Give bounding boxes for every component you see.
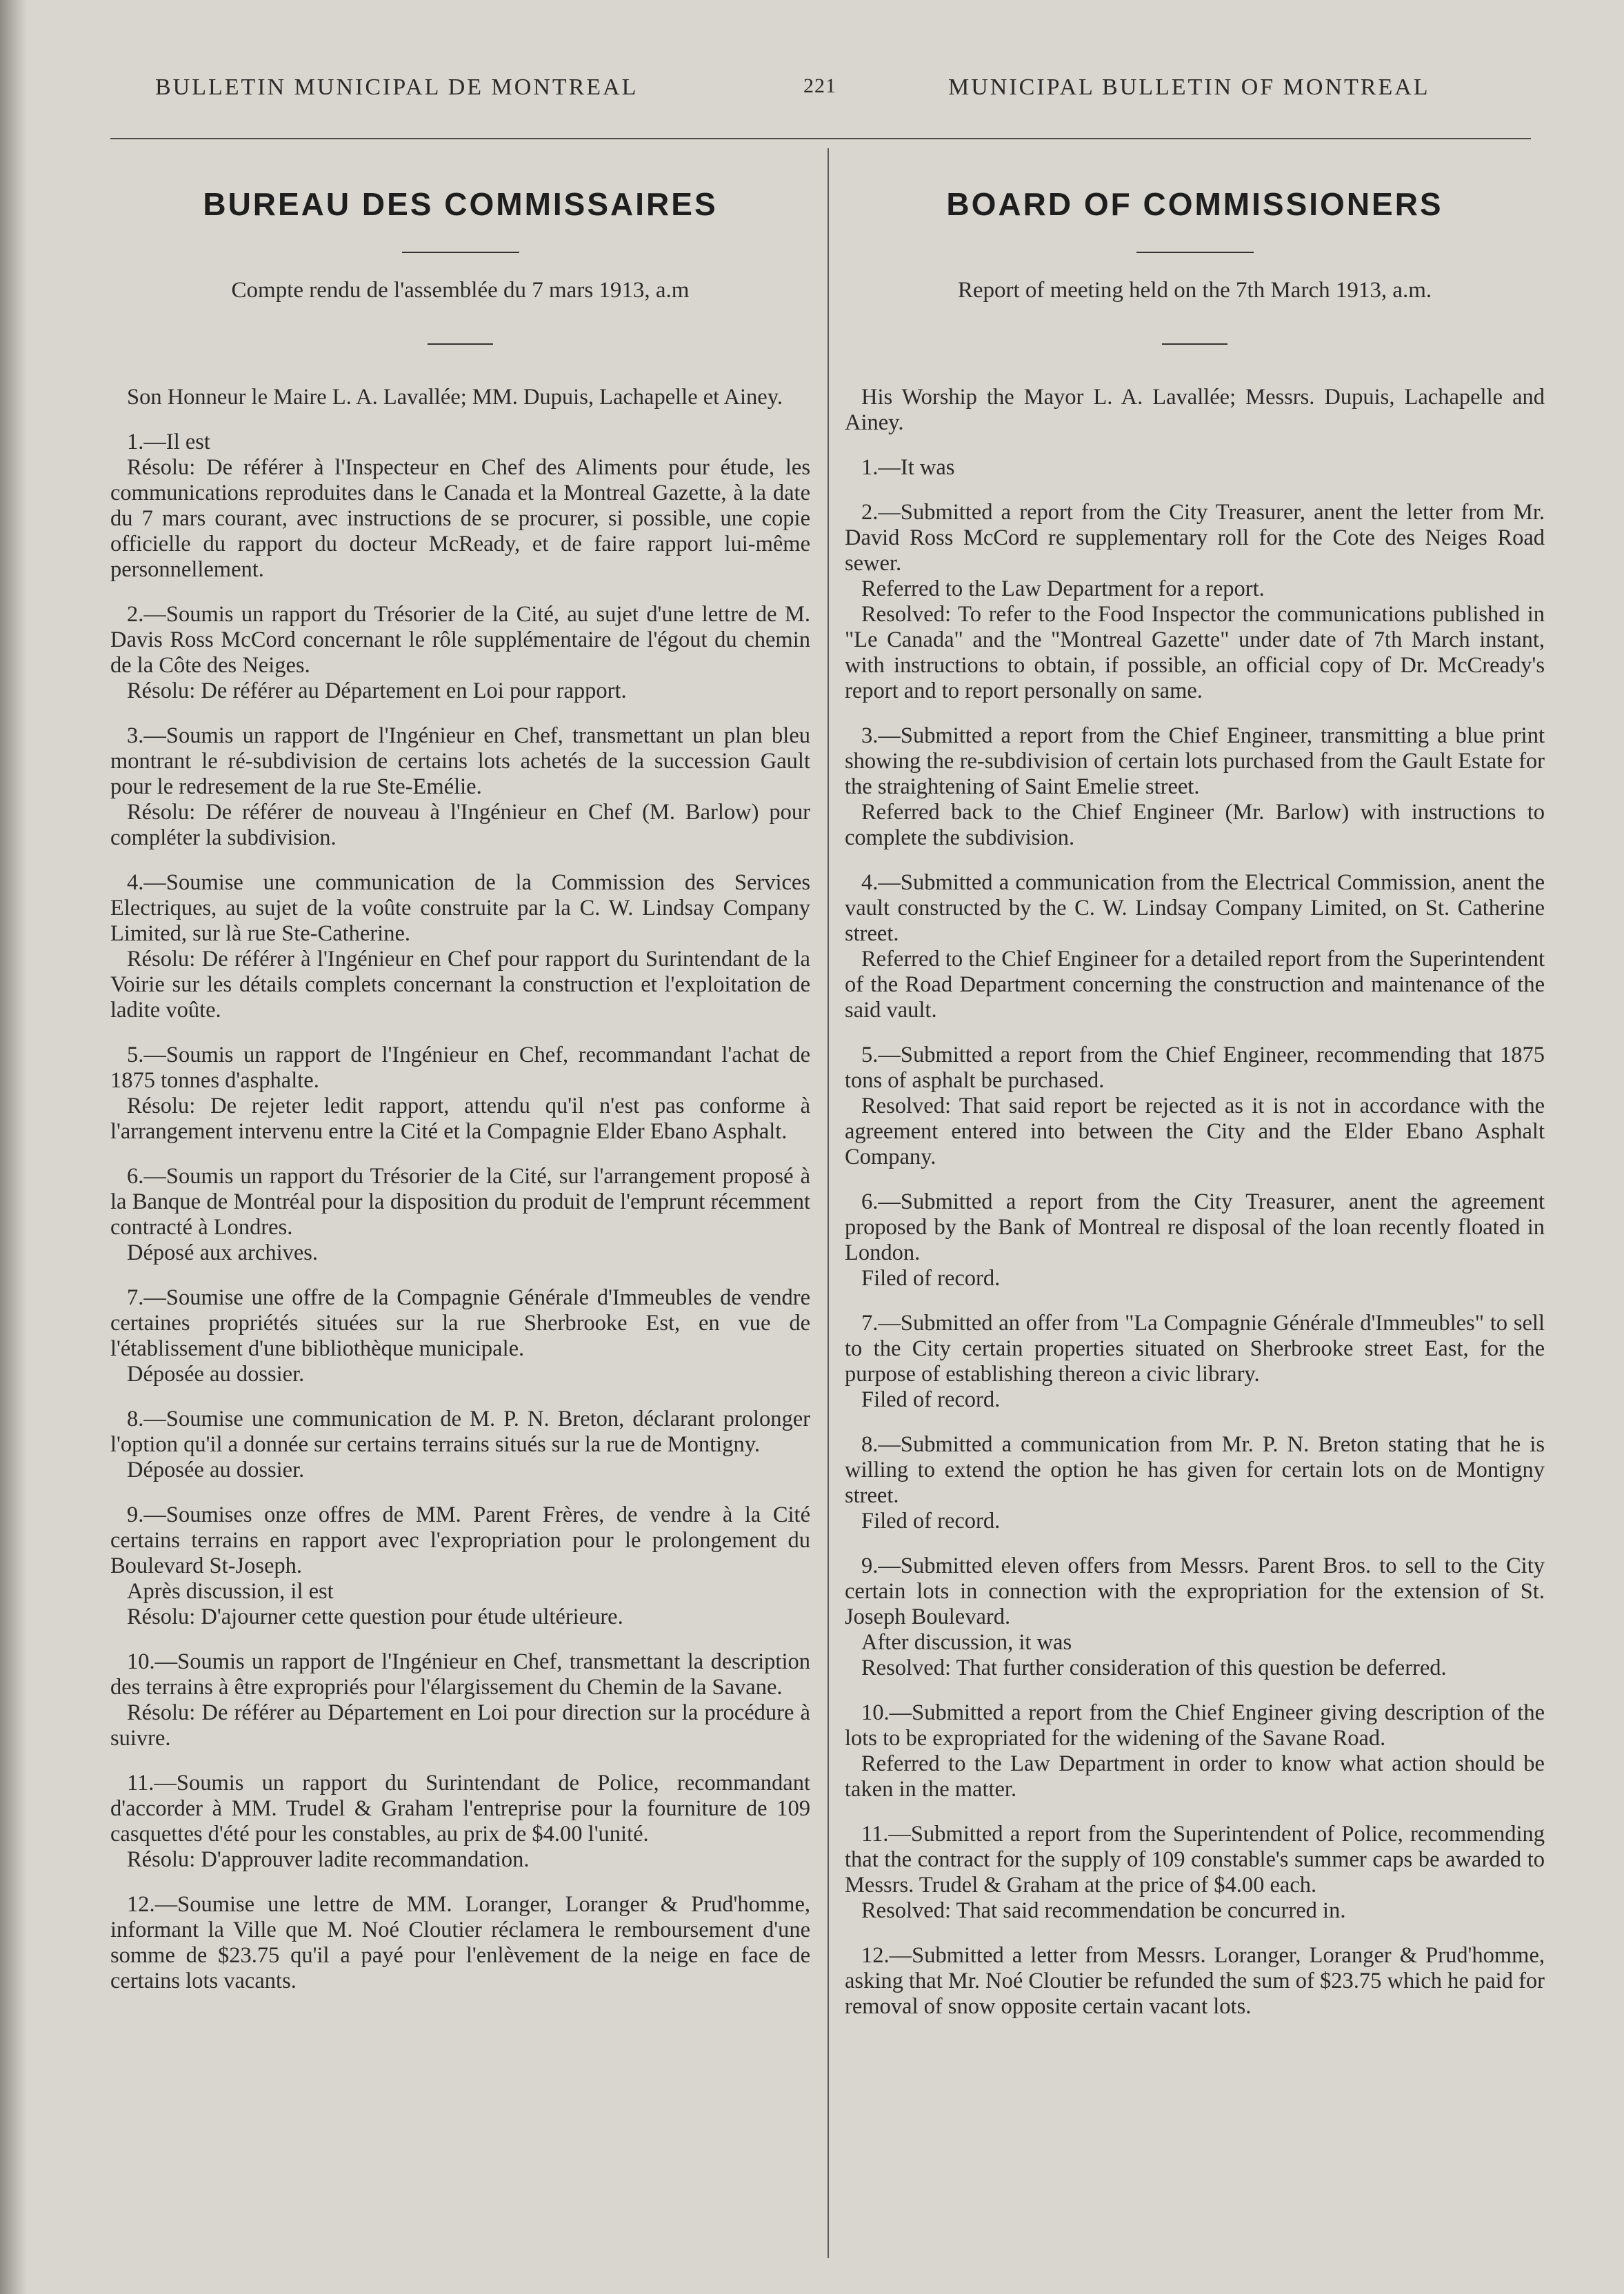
minutes-paragraph: 8.—Soumise une communication de M. P. N. Breton, déclarant prolonger l'option qu'il a donnée sur certains terrains situés sur la rue de Montigny. xyxy=(110,1407,810,1457)
minutes-paragraph: Filed of record. xyxy=(861,1387,1001,1412)
minutes-paragraph: 3.—Submitted a report from the Chief Engineer, transmitting a blue print showing the re-subdivision of certain lots purchased from the Gault Estate for the straightening of Saint Emelie street. xyxy=(845,723,1545,799)
subtitle-rule xyxy=(1162,343,1227,345)
minutes-paragraph: Résolu: De référer à l'Inspecteur en Chef des Aliments pour étude, les communications reproduites dans le Canada et la Montreal Gazette, à la date du 7 mars courant, avec instructions de se procurer, si possible, une copie officielle du rapport du docteur McReady, et de faire rapport lui-même personnellement. xyxy=(110,455,810,582)
minutes-paragraph: Resolved: That said recommendation be concurred in. xyxy=(861,1898,1346,1923)
minutes-paragraph: Referred to the Chief Engineer for a detailed report from the Superintendent of the Road Department concerning the construction and maintenance of the said vault. xyxy=(845,947,1545,1023)
minutes-paragraph: Déposée au dossier. xyxy=(127,1362,305,1387)
minutes-paragraph: 12.—Submitted a letter from Messrs. Loranger, Loranger & Prud'homme, asking that Mr. Noé Cloutier be refunded the sum of $23.75 which he paid for removal of snow opposite certain vacant lots. xyxy=(845,1943,1545,2019)
minutes-paragraph: Résolu: D'approuver ladite recommandation. xyxy=(127,1847,530,1872)
minutes-paragraph: Résolu: De rejeter ledit rapport, attendu qu'il n'est pas conforme à l'arrangement intervenu entre la Cité et la Compagnie Elder Ebano Asphalt. xyxy=(110,1094,810,1144)
title-rule xyxy=(1136,252,1254,253)
minutes-paragraph: 10.—Soumis un rapport de l'Ingénieur en Chef, transmettant la description des terrains à être expropriés pour l'élargissement du Chemin de la Savane. xyxy=(110,1649,810,1700)
minutes-paragraph: After discussion, it was xyxy=(861,1630,1072,1655)
minutes-paragraph: 12.—Soumise une lettre de MM. Loranger, Loranger & Prud'homme, informant la Ville que M. Noé Cloutier réclamera le remboursement d'une somme de $23.75 qu'il a payé pour l'enlèvement de la neige en face de certains lots vacants. xyxy=(110,1892,810,1993)
minutes-paragraph: 4.—Soumise une communication de la Commission des Services Electriques, au sujet de la voûte construite par la C. W. Lindsay Company Limited, sur là rue Ste-Catherine. xyxy=(110,870,810,946)
minutes-paragraph: 8.—Submitted a communication from Mr. P. N. Breton stating that he is willing to extend the option he has given for certain lots on de Montigny street. xyxy=(845,1432,1545,1508)
minutes-paragraph: 2.—Soumis un rapport du Trésorier de la Cité, au sujet d'une lettre de M. Davis Ross McCord concernant le rôle supplémentaire de l'égout du chemin de la Côte des Neiges. xyxy=(110,602,810,678)
english-minutes xyxy=(845,385,1545,2020)
minutes-paragraph: 7.—Submitted an offer from "La Compagnie Générale d'Immeubles" to sell to the City certain properties situated on Sherbrooke street East, for the purpose of establishing thereon a civic library. xyxy=(845,1311,1545,1387)
running-head-english: MUNICIPAL BULLETIN OF MONTREAL xyxy=(948,74,1430,100)
minutes-paragraph: 1.—Il est xyxy=(127,430,210,454)
minutes-paragraph: Filed of record. xyxy=(861,1266,1001,1291)
page-number: 221 xyxy=(803,74,836,97)
minutes-paragraph: Résolu: De référer au Département en Loi pour direction sur la procédure à suivre. xyxy=(110,1700,810,1751)
french-minutes xyxy=(110,385,810,1994)
french-column xyxy=(110,172,810,1994)
minutes-paragraph: 5.—Submitted a report from the Chief Engineer, recommending that 1875 tons of asphalt be purchased. xyxy=(845,1043,1545,1093)
english-column xyxy=(845,172,1545,2020)
minutes-paragraph: 6.—Submitted a report from the City Treasurer, anent the agreement proposed by the Bank of Montreal re disposal of the loan recently floated in London. xyxy=(845,1189,1545,1265)
minutes-paragraph: Resolved: That further consideration of this question be deferred. xyxy=(861,1656,1447,1680)
minutes-paragraph: Resolved: That said report be rejected as it is not in accordance with the agreement entered into between the City and the Elder Ebano Asphalt Company. xyxy=(845,1094,1545,1169)
minutes-paragraph: Son Honneur le Maire L. A. Lavallée; MM. Dupuis, Lachapelle et Ainey. xyxy=(127,385,783,410)
minutes-paragraph: Résolu: De référer au Département en Loi pour rapport. xyxy=(127,678,627,703)
minutes-paragraph: 3.—Soumis un rapport de l'Ingénieur en Chef, transmettant un plan bleu montrant le ré-subdivision de certains lots achetés de la succession Gault pour le redresement de la rue Ste-Emélie. xyxy=(110,723,810,799)
column-divider xyxy=(828,148,829,2258)
minutes-paragraph: Résolu: De référer de nouveau à l'Ingénieur en Chef (M. Barlow) pour compléter la subdivision. xyxy=(110,800,810,850)
minutes-paragraph: 6.—Soumis un rapport du Trésorier de la Cité, sur l'arrangement proposé à la Banque de Montréal pour la disposition du produit de l'emprunt récemment contracté à Londres. xyxy=(110,1164,810,1240)
minutes-paragraph: His Worship the Mayor L. A. Lavallée; Messrs. Dupuis, Lachapelle and Ainey. xyxy=(845,385,1545,435)
minutes-paragraph: 2.—Submitted a report from the City Treasurer, anent the letter from Mr. David Ross McCord re supplementary roll for the Cote des Neiges Road sewer. xyxy=(845,500,1545,576)
minutes-paragraph: Après discussion, il est xyxy=(127,1579,334,1604)
subtitle-rule xyxy=(428,343,493,345)
minutes-paragraph: Referred back to the Chief Engineer (Mr. Barlow) with instructions to complete the subdivision. xyxy=(845,800,1545,850)
running-head-french: BULLETIN MUNICIPAL DE MONTREAL xyxy=(155,74,639,100)
minutes-paragraph: Resolved: To refer to the Food Inspector the communications published in "Le Canada" and the "Montreal Gazette" under date of 7th March instant, with instructions to obtain, if possible, an official copy of Dr. McCready's report and to report personally on same. xyxy=(845,602,1545,703)
english-title: BOARD OF COMMISSIONERS xyxy=(946,186,1443,222)
page-binding-edge xyxy=(0,0,28,2294)
minutes-paragraph: 10.—Submitted a report from the Chief Engineer giving description of the lots to be expropriated for the widening of the Savane Road. xyxy=(845,1700,1545,1751)
minutes-paragraph: Résolu: D'ajourner cette question pour étude ultérieure. xyxy=(127,1604,623,1629)
minutes-paragraph: Referred to the Law Department for a report. xyxy=(861,576,1265,601)
minutes-paragraph: Déposée au dossier. xyxy=(127,1458,305,1482)
header-rule xyxy=(110,138,1531,139)
english-subtitle: Report of meeting held on the 7th March 1913, a.m. xyxy=(957,278,1432,303)
minutes-paragraph: 11.—Soumis un rapport du Surintendant de Police, recommandant d'accorder à MM. Trudel & Graham l'entreprise pour la fourniture de 109 casquettes d'été pour les constables, au prix de $4.00 l'unité. xyxy=(110,1771,810,1847)
minutes-paragraph: 1.—It was xyxy=(861,455,955,480)
minutes-paragraph: Déposé aux archives. xyxy=(127,1240,319,1265)
minutes-paragraph: 11.—Submitted a report from the Superintendent of Police, recommending that the contract for the supply of 109 constable's summer caps be awarded to Messrs. Trudel & Graham at the price of $4.00 each. xyxy=(845,1822,1545,1898)
french-title: BUREAU DES COMMISSAIRES xyxy=(203,186,718,222)
minutes-paragraph: Referred to the Law Department in order to know what action should be taken in the matter. xyxy=(845,1751,1545,1802)
minutes-paragraph: 7.—Soumise une offre de la Compagnie Générale d'Immeubles de vendre certaines propriétés situées sur la rue Sherbrooke Est, en vue de l'établissement d'une bibliothèque municipale. xyxy=(110,1285,810,1361)
minutes-paragraph: 4.—Submitted a communication from the Electrical Commission, anent the vault constructed by the C. W. Lindsay Company Limited, on St. Catherine street. xyxy=(845,870,1545,946)
french-subtitle: Compte rendu de l'assemblée du 7 mars 1913, a.m xyxy=(231,278,690,303)
minutes-paragraph: 9.—Submitted eleven offers from Messrs. Parent Bros. to sell to the City certain lots in connection with the expropriation for the extension of St. Joseph Boulevard. xyxy=(845,1553,1545,1629)
minutes-paragraph: 9.—Soumises onze offres de MM. Parent Frères, de vendre à la Cité certains terrains en rapport avec l'expropriation pour le prolongement du Boulevard St-Joseph. xyxy=(110,1502,810,1578)
minutes-paragraph: 5.—Soumis un rapport de l'Ingénieur en Chef, recommandant l'achat de 1875 tonnes d'asphalte. xyxy=(110,1043,810,1093)
minutes-paragraph: Résolu: De référer à l'Ingénieur en Chef pour rapport du Surintendant de la Voirie sur les détails complets concernant la construction et l'exploitation de ladite voûte. xyxy=(110,947,810,1023)
minutes-paragraph: Filed of record. xyxy=(861,1509,1001,1533)
title-rule xyxy=(402,252,519,253)
